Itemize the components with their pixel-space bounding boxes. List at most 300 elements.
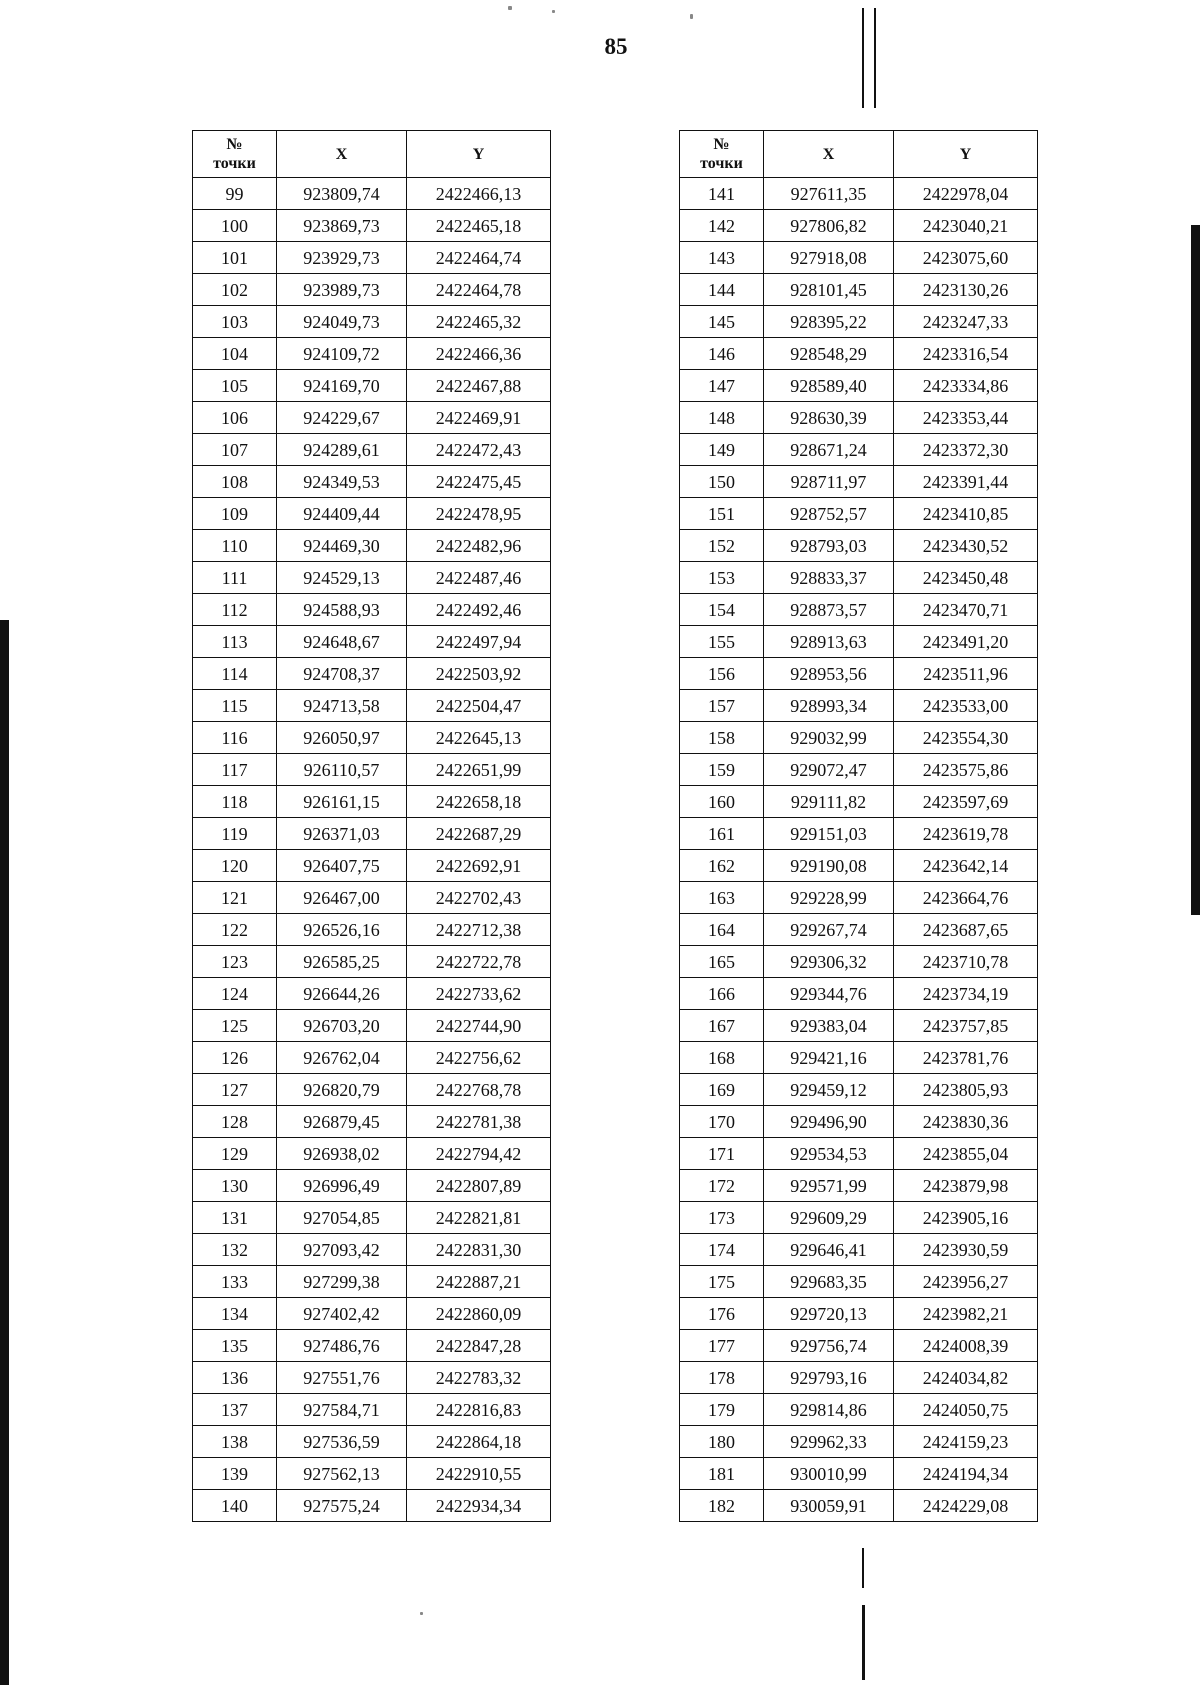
y-cell: 2422807,89	[407, 1170, 551, 1202]
x-cell: 924289,61	[277, 434, 407, 466]
table-row	[193, 178, 551, 210]
x-cell: 928953,56	[764, 658, 894, 690]
y-cell: 2423470,71	[894, 594, 1038, 626]
table-row	[680, 1266, 1038, 1298]
x-cell: 926161,15	[277, 786, 407, 818]
point-number-cell: 114	[193, 658, 277, 690]
table-body-right	[680, 178, 1038, 1522]
point-number-cell: 175	[680, 1266, 764, 1298]
table-row	[680, 466, 1038, 498]
table-row	[193, 914, 551, 946]
y-cell: 2422465,32	[407, 306, 551, 338]
point-number-cell: 140	[193, 1490, 277, 1522]
x-cell: 929190,08	[764, 850, 894, 882]
x-cell: 926371,03	[277, 818, 407, 850]
y-cell: 2423075,60	[894, 242, 1038, 274]
y-cell: 2423430,52	[894, 530, 1038, 562]
point-number-cell: 162	[680, 850, 764, 882]
x-cell: 924109,72	[277, 338, 407, 370]
table-row	[193, 722, 551, 754]
number-sign: №	[226, 136, 243, 153]
point-number-cell: 148	[680, 402, 764, 434]
x-cell: 930010,99	[764, 1458, 894, 1490]
y-cell: 2423575,86	[894, 754, 1038, 786]
x-cell: 929072,47	[764, 754, 894, 786]
x-cell: 927562,13	[277, 1458, 407, 1490]
point-number-cell: 177	[680, 1330, 764, 1362]
table-row	[193, 434, 551, 466]
x-cell: 928993,34	[764, 690, 894, 722]
y-cell: 2422816,83	[407, 1394, 551, 1426]
y-cell: 2422733,62	[407, 978, 551, 1010]
table-header-row	[680, 131, 1038, 178]
x-cell: 926110,57	[277, 754, 407, 786]
y-cell: 2422466,36	[407, 338, 551, 370]
y-cell: 2423855,04	[894, 1138, 1038, 1170]
y-cell: 2422781,38	[407, 1106, 551, 1138]
y-cell: 2423334,86	[894, 370, 1038, 402]
table-row	[680, 914, 1038, 946]
y-cell: 2423805,93	[894, 1074, 1038, 1106]
point-number-cell: 179	[680, 1394, 764, 1426]
point-number-cell: 153	[680, 562, 764, 594]
scan-edge-bar-left	[0, 620, 9, 1685]
y-cell: 2423757,85	[894, 1010, 1038, 1042]
x-cell: 924049,73	[277, 306, 407, 338]
table-row	[680, 1426, 1038, 1458]
point-number-cell: 112	[193, 594, 277, 626]
point-number-cell: 141	[680, 178, 764, 210]
x-cell: 929032,99	[764, 722, 894, 754]
y-cell: 2422768,78	[407, 1074, 551, 1106]
y-cell: 2422722,78	[407, 946, 551, 978]
x-cell: 928913,63	[764, 626, 894, 658]
table-row	[193, 498, 551, 530]
x-cell: 929683,35	[764, 1266, 894, 1298]
y-cell: 2423391,44	[894, 466, 1038, 498]
table-row	[193, 1106, 551, 1138]
point-number-cell: 174	[680, 1234, 764, 1266]
point-number-cell: 125	[193, 1010, 277, 1042]
y-cell: 2422864,18	[407, 1426, 551, 1458]
point-number-cell: 168	[680, 1042, 764, 1074]
table-row	[193, 1490, 551, 1522]
x-cell: 929962,33	[764, 1426, 894, 1458]
y-cell: 2423491,20	[894, 626, 1038, 658]
y-cell: 2423372,30	[894, 434, 1038, 466]
point-number-cell: 124	[193, 978, 277, 1010]
y-cell: 2422478,95	[407, 498, 551, 530]
x-cell: 927536,59	[277, 1426, 407, 1458]
x-cell: 928873,57	[764, 594, 894, 626]
y-cell: 2422687,29	[407, 818, 551, 850]
point-number-cell: 164	[680, 914, 764, 946]
y-cell: 2422702,43	[407, 882, 551, 914]
point-number-cell: 159	[680, 754, 764, 786]
table-body-left	[193, 178, 551, 1522]
point-number-cell: 143	[680, 242, 764, 274]
y-cell: 2423879,98	[894, 1170, 1038, 1202]
x-cell: 929459,12	[764, 1074, 894, 1106]
point-number-cell: 163	[680, 882, 764, 914]
point-number-cell: 110	[193, 530, 277, 562]
y-header: Y	[407, 131, 551, 178]
x-cell: 926467,00	[277, 882, 407, 914]
x-cell: 927551,76	[277, 1362, 407, 1394]
y-cell: 2423781,76	[894, 1042, 1038, 1074]
x-cell: 923929,73	[277, 242, 407, 274]
x-cell: 923989,73	[277, 274, 407, 306]
table-row	[680, 1458, 1038, 1490]
x-cell: 923809,74	[277, 178, 407, 210]
point-number-cell: 107	[193, 434, 277, 466]
y-cell: 2423830,36	[894, 1106, 1038, 1138]
y-cell: 2422487,46	[407, 562, 551, 594]
table-row	[680, 1298, 1038, 1330]
point-number-cell: 145	[680, 306, 764, 338]
y-cell: 2422887,21	[407, 1266, 551, 1298]
scan-mark-bottom-1	[862, 1548, 864, 1588]
table-row	[193, 242, 551, 274]
x-cell: 923869,73	[277, 210, 407, 242]
coordinates-table-left	[192, 130, 551, 1522]
point-number-cell: 176	[680, 1298, 764, 1330]
y-cell: 2424050,75	[894, 1394, 1038, 1426]
table-row	[680, 1394, 1038, 1426]
x-cell: 927918,08	[764, 242, 894, 274]
x-cell: 928101,45	[764, 274, 894, 306]
y-cell: 2422472,43	[407, 434, 551, 466]
table-row	[193, 402, 551, 434]
table-row	[680, 1138, 1038, 1170]
point-number-cell: 134	[193, 1298, 277, 1330]
table-row	[680, 818, 1038, 850]
point-number-cell: 171	[680, 1138, 764, 1170]
table-row	[193, 818, 551, 850]
x-cell: 928395,22	[764, 306, 894, 338]
table-row	[193, 1426, 551, 1458]
table-row	[680, 786, 1038, 818]
point-number-cell: 165	[680, 946, 764, 978]
table-row	[680, 402, 1038, 434]
point-number-cell: 133	[193, 1266, 277, 1298]
x-cell: 924349,53	[277, 466, 407, 498]
x-cell: 926938,02	[277, 1138, 407, 1170]
point-number-cell: 181	[680, 1458, 764, 1490]
x-cell: 924169,70	[277, 370, 407, 402]
table-row	[680, 754, 1038, 786]
table-row	[193, 594, 551, 626]
table-row	[193, 1234, 551, 1266]
y-cell: 2423554,30	[894, 722, 1038, 754]
table-row	[193, 850, 551, 882]
x-cell: 927806,82	[764, 210, 894, 242]
x-cell: 928548,29	[764, 338, 894, 370]
y-cell: 2422831,30	[407, 1234, 551, 1266]
x-header: X	[277, 131, 407, 178]
y-cell: 2423410,85	[894, 498, 1038, 530]
table-row	[680, 850, 1038, 882]
x-cell: 928630,39	[764, 402, 894, 434]
x-cell: 926585,25	[277, 946, 407, 978]
scan-speck	[508, 6, 512, 10]
coordinates-table-right	[679, 130, 1038, 1522]
point-number-cell: 108	[193, 466, 277, 498]
point-number-cell: 121	[193, 882, 277, 914]
point-number-cell: 129	[193, 1138, 277, 1170]
x-cell: 928671,24	[764, 434, 894, 466]
x-cell: 926879,45	[277, 1106, 407, 1138]
point-number-cell: 170	[680, 1106, 764, 1138]
point-number-cell: 172	[680, 1170, 764, 1202]
table-row	[680, 1170, 1038, 1202]
x-cell: 926644,26	[277, 978, 407, 1010]
x-cell: 924229,67	[277, 402, 407, 434]
point-number-cell: 100	[193, 210, 277, 242]
y-cell: 2423316,54	[894, 338, 1038, 370]
table-row	[680, 594, 1038, 626]
point-number-cell: 106	[193, 402, 277, 434]
y-cell: 2423664,76	[894, 882, 1038, 914]
point-number-cell: 102	[193, 274, 277, 306]
table-row	[193, 754, 551, 786]
x-cell: 924708,37	[277, 658, 407, 690]
x-cell: 928833,37	[764, 562, 894, 594]
y-cell: 2423533,00	[894, 690, 1038, 722]
x-cell: 928793,03	[764, 530, 894, 562]
y-cell: 2423511,96	[894, 658, 1038, 690]
y-cell: 2423353,44	[894, 402, 1038, 434]
point-number-cell: 105	[193, 370, 277, 402]
table-row	[193, 1298, 551, 1330]
table-row	[680, 690, 1038, 722]
table-row	[193, 786, 551, 818]
y-cell: 2423040,21	[894, 210, 1038, 242]
table-row	[193, 1458, 551, 1490]
x-cell: 924529,13	[277, 562, 407, 594]
table-row	[193, 946, 551, 978]
y-cell: 2423734,19	[894, 978, 1038, 1010]
table-row	[193, 210, 551, 242]
table-row	[680, 946, 1038, 978]
y-cell: 2422658,18	[407, 786, 551, 818]
point-number-cell: 144	[680, 274, 764, 306]
point-number-cell: 111	[193, 562, 277, 594]
table-row	[193, 1010, 551, 1042]
x-cell: 924409,44	[277, 498, 407, 530]
table-row	[193, 466, 551, 498]
point-number-cell: 115	[193, 690, 277, 722]
table-row	[193, 1394, 551, 1426]
point-label: точки	[213, 155, 256, 172]
y-cell: 2424229,08	[894, 1490, 1038, 1522]
x-cell: 929421,16	[764, 1042, 894, 1074]
x-cell: 926407,75	[277, 850, 407, 882]
x-cell: 929111,82	[764, 786, 894, 818]
point-number-cell: 128	[193, 1106, 277, 1138]
table-row	[193, 1362, 551, 1394]
y-cell: 2422464,74	[407, 242, 551, 274]
y-cell: 2423597,69	[894, 786, 1038, 818]
x-cell: 927575,24	[277, 1490, 407, 1522]
table-row	[193, 1330, 551, 1362]
x-header: X	[764, 131, 894, 178]
y-cell: 2422692,91	[407, 850, 551, 882]
x-cell: 929720,13	[764, 1298, 894, 1330]
y-cell: 2422910,55	[407, 1458, 551, 1490]
x-cell: 929756,74	[764, 1330, 894, 1362]
x-cell: 927486,76	[277, 1330, 407, 1362]
table-row	[193, 1138, 551, 1170]
x-cell: 928589,40	[764, 370, 894, 402]
point-number-cell: 103	[193, 306, 277, 338]
x-cell: 927093,42	[277, 1234, 407, 1266]
point-number-cell: 137	[193, 1394, 277, 1426]
point-number-cell: 139	[193, 1458, 277, 1490]
point-number-cell: 180	[680, 1426, 764, 1458]
y-cell: 2422645,13	[407, 722, 551, 754]
table-row	[193, 658, 551, 690]
point-number-cell: 152	[680, 530, 764, 562]
table-row	[680, 1330, 1038, 1362]
point-number-cell: 117	[193, 754, 277, 786]
point-number-cell: 158	[680, 722, 764, 754]
y-cell: 2422794,42	[407, 1138, 551, 1170]
point-number-cell: 132	[193, 1234, 277, 1266]
table-row	[680, 626, 1038, 658]
y-cell: 2423982,21	[894, 1298, 1038, 1330]
x-cell: 926996,49	[277, 1170, 407, 1202]
x-cell: 929571,99	[764, 1170, 894, 1202]
table-row	[680, 370, 1038, 402]
point-number-cell: 127	[193, 1074, 277, 1106]
point-number-cell: 131	[193, 1202, 277, 1234]
table-row	[680, 1202, 1038, 1234]
table-row	[680, 978, 1038, 1010]
table-row	[193, 530, 551, 562]
table-row	[680, 434, 1038, 466]
point-number-cell: 99	[193, 178, 277, 210]
point-number-cell: 161	[680, 818, 764, 850]
x-cell: 929228,99	[764, 882, 894, 914]
x-cell: 926762,04	[277, 1042, 407, 1074]
y-header: Y	[894, 131, 1038, 178]
table-row	[193, 338, 551, 370]
x-cell: 929814,86	[764, 1394, 894, 1426]
table-row	[680, 1074, 1038, 1106]
point-number-cell: 135	[193, 1330, 277, 1362]
x-cell: 926526,16	[277, 914, 407, 946]
y-cell: 2424159,23	[894, 1426, 1038, 1458]
point-number-cell: 123	[193, 946, 277, 978]
y-cell: 2423247,33	[894, 306, 1038, 338]
x-cell: 929793,16	[764, 1362, 894, 1394]
x-cell: 926050,97	[277, 722, 407, 754]
table-row	[680, 658, 1038, 690]
y-cell: 2424008,39	[894, 1330, 1038, 1362]
y-cell: 2422783,32	[407, 1362, 551, 1394]
y-cell: 2423956,27	[894, 1266, 1038, 1298]
y-cell: 2424034,82	[894, 1362, 1038, 1394]
x-cell: 929267,74	[764, 914, 894, 946]
x-cell: 924713,58	[277, 690, 407, 722]
table-row	[680, 1106, 1038, 1138]
point-number-cell: 178	[680, 1362, 764, 1394]
x-cell: 924588,93	[277, 594, 407, 626]
table-row	[680, 242, 1038, 274]
y-cell: 2422504,47	[407, 690, 551, 722]
y-cell: 2422712,38	[407, 914, 551, 946]
scan-edge-bar-right	[1191, 225, 1200, 915]
x-cell: 924469,30	[277, 530, 407, 562]
y-cell: 2422860,09	[407, 1298, 551, 1330]
table-row	[193, 1266, 551, 1298]
table-row	[680, 722, 1038, 754]
x-cell: 924648,67	[277, 626, 407, 658]
x-cell: 928752,57	[764, 498, 894, 530]
y-cell: 2422475,45	[407, 466, 551, 498]
table-row	[193, 978, 551, 1010]
table-row	[193, 274, 551, 306]
y-cell: 2422503,92	[407, 658, 551, 690]
scan-mark-top-2	[874, 8, 876, 108]
point-number-cell: 160	[680, 786, 764, 818]
point-number-cell: 182	[680, 1490, 764, 1522]
point-number-cell: 113	[193, 626, 277, 658]
point-number-cell: 118	[193, 786, 277, 818]
point-number-cell: 104	[193, 338, 277, 370]
table-row	[193, 1074, 551, 1106]
point-number-cell: 122	[193, 914, 277, 946]
point-number-cell: 109	[193, 498, 277, 530]
table-row	[680, 338, 1038, 370]
x-cell: 926820,79	[277, 1074, 407, 1106]
y-cell: 2422847,28	[407, 1330, 551, 1362]
table-row	[680, 530, 1038, 562]
point-number-cell: 138	[193, 1426, 277, 1458]
x-cell: 927402,42	[277, 1298, 407, 1330]
point-number-cell: 169	[680, 1074, 764, 1106]
scan-mark-top-1	[862, 8, 864, 108]
y-cell: 2422467,88	[407, 370, 551, 402]
table-row	[680, 178, 1038, 210]
table-row	[680, 562, 1038, 594]
point-number-cell: 146	[680, 338, 764, 370]
scan-speck	[552, 10, 555, 13]
point-number-cell: 119	[193, 818, 277, 850]
point-number-cell: 154	[680, 594, 764, 626]
point-number-cell: 149	[680, 434, 764, 466]
y-cell: 2423930,59	[894, 1234, 1038, 1266]
y-cell: 2422497,94	[407, 626, 551, 658]
point-number-cell: 120	[193, 850, 277, 882]
table-row	[680, 1490, 1038, 1522]
x-cell: 927584,71	[277, 1394, 407, 1426]
point-number-cell: 155	[680, 626, 764, 658]
y-cell: 2422465,18	[407, 210, 551, 242]
y-cell: 2423710,78	[894, 946, 1038, 978]
x-cell: 929646,41	[764, 1234, 894, 1266]
table-row	[680, 1010, 1038, 1042]
point-number-cell: 130	[193, 1170, 277, 1202]
table-row	[193, 562, 551, 594]
x-cell: 927299,38	[277, 1266, 407, 1298]
table-row	[680, 882, 1038, 914]
x-cell: 927611,35	[764, 178, 894, 210]
table-row	[193, 1202, 551, 1234]
y-cell: 2423905,16	[894, 1202, 1038, 1234]
point-number-cell: 156	[680, 658, 764, 690]
